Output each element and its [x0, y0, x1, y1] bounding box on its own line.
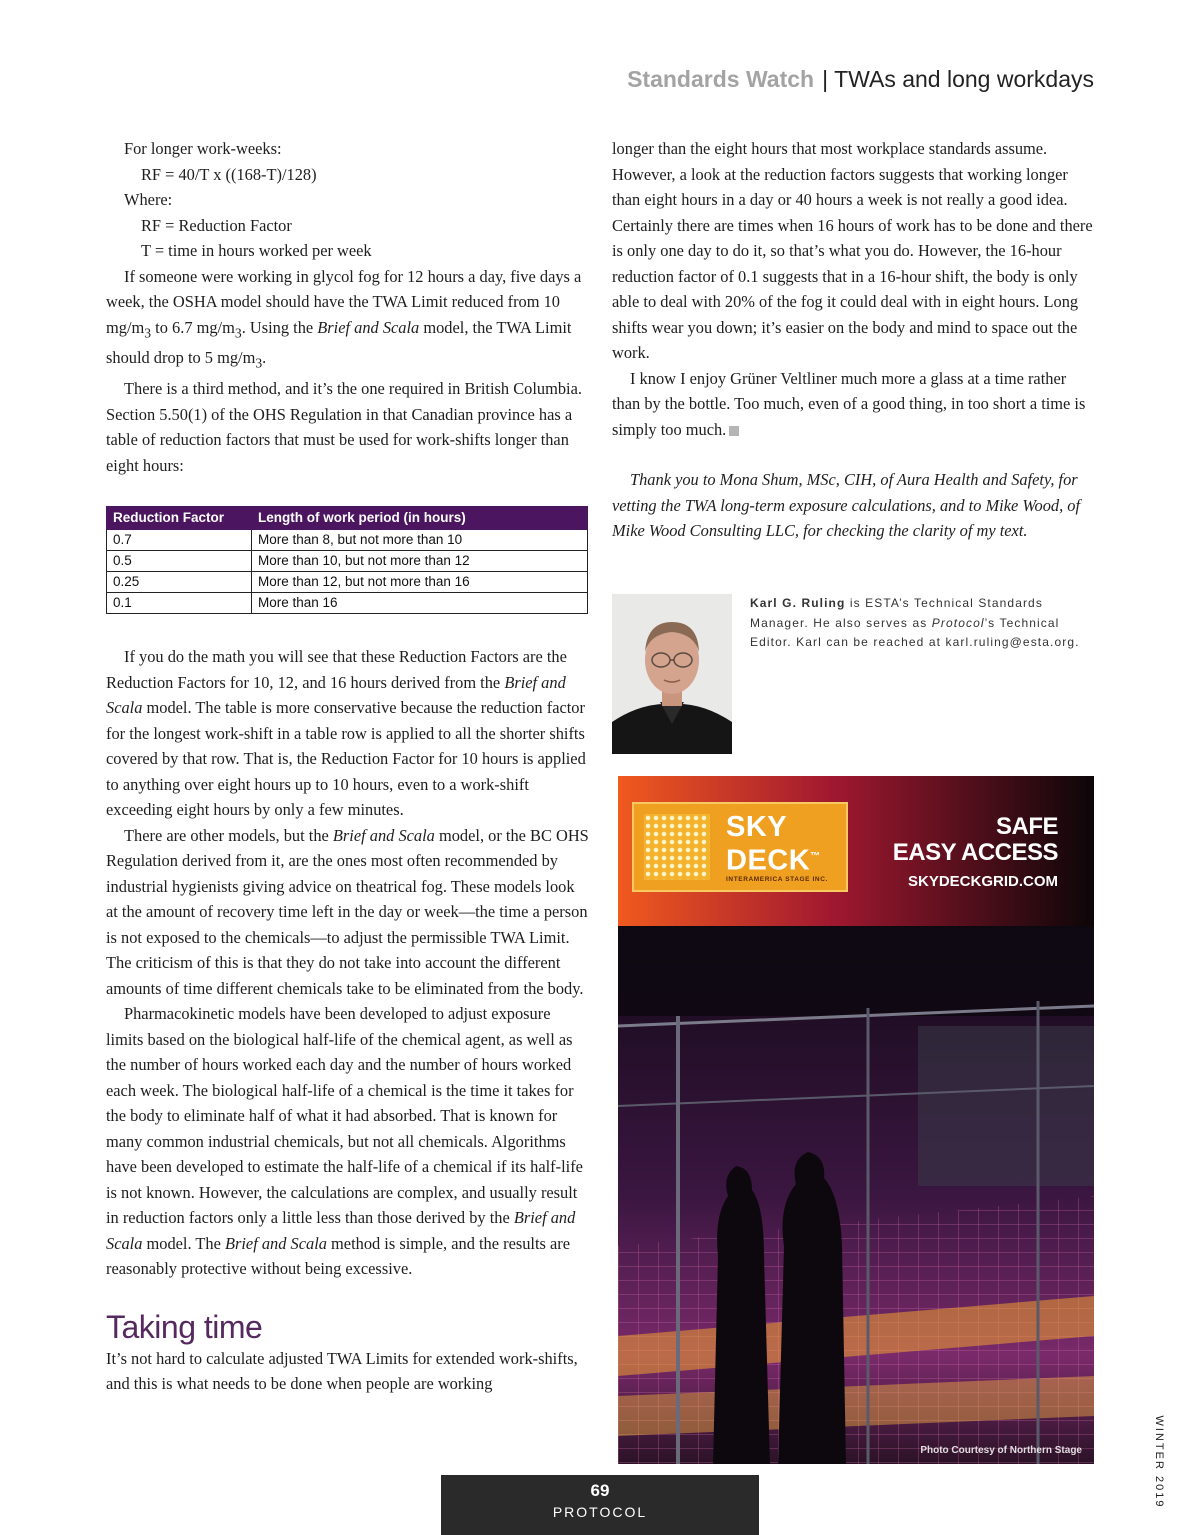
paragraph-pharmacokinetic: Pharmacokinetic models have been developed to adjust exposure limits based on the biological half-life of the chemical agent, as well as the number of hours worked each day and the number of hours worked each week. The biological half-life of a chemical is the time it takes for the body to eliminate half of what it had absorbed. That is known for many common industrial chemicals, but not all chemicals. Algorithms have been developed to estimate the half-life of a chemical if its half-life is not known. However, the calculations are complex, and usually result in reduction factors only a little less than those derived by the Brief and Scala model. The Brief and Scala method is simple, and the results are reasonably protective without being excessive. [106, 1004, 583, 1279]
paragraph-taking-time: It’s not hard to calculate adjusted TWA Limits for extended work-shifts, and this is what needs to be done when people are working [106, 1348, 578, 1394]
header-separator: | [822, 66, 829, 92]
photo-credit: Photo Courtesy of Northern Stage [920, 1445, 1082, 1456]
running-header [627, 66, 1094, 93]
table-row [107, 551, 588, 572]
table-row [107, 593, 588, 614]
magazine-name: PROTOCOL [552, 1504, 648, 1520]
right-column [612, 136, 1094, 544]
table-header-cell: Length of work period (in hours) [252, 507, 588, 530]
table-row [107, 530, 588, 551]
table-cell: More than 8, but not more than 10 [252, 530, 588, 551]
bio-text: Karl G. Ruling is ESTA’s Technical Standards Manager. He also serves as Protocol’s Technical Editor. Karl can be reached at karl.ruling@esta.org. [750, 596, 1080, 649]
skydeck-logo [632, 802, 848, 892]
page-number: 69 [590, 1481, 610, 1500]
table-cell: More than 16 [252, 593, 588, 614]
acknowledgement: Thank you to Mona Shum, MSc, CIH, of Aura Health and Safety, for vetting the TWA long-term exposure calculations, and to Mike Wood, of Mike Wood Consulting LLC, for checking the clarity of my text. [612, 470, 1081, 540]
logo-grid-icon [644, 814, 710, 880]
table-cell: 0.5 [107, 551, 252, 572]
table-cell: More than 10, but not more than 12 [252, 551, 588, 572]
author-photo [612, 594, 732, 754]
page-footer [441, 1475, 759, 1535]
formula: RF = 40/T x ((168-T)/128) [141, 164, 317, 184]
definition-t: T = time in hours worked per week [141, 241, 372, 260]
logo-company: INTERAMERICA STAGE INC. [726, 876, 828, 883]
logo-wordmark: SKY DECK™ [726, 811, 821, 877]
issue-label: WINTER 2019 [1153, 1415, 1165, 1509]
formula-intro: For longer work-weeks: [124, 139, 282, 158]
ad-tagline: SAFE EASY ACCESS [892, 813, 1058, 866]
ad-url: SKYDECKGRID.COM [907, 873, 1058, 890]
table-header-row [107, 507, 588, 530]
end-mark-icon [729, 426, 739, 436]
paragraph-third-method: There is a third method, and it’s the one required in British Columbia. Section 5.50(1) of the OHS Regulation in that Canadian province has a table of reduction factors that must be used for work-shifts longer than eight hours: [106, 379, 582, 475]
paragraph-math: If you do the math you will see that these Reduction Factors are the Reduction Factors for 10, 12, and 16 hours derived from the Brief and Scala model. The table is more conservative because the reduction factor for the longest work-shift in a table row is applied to all the shorter shifts covered by that row. That is, the Reduction Factor for 10 hours is applied to anything over eight hours up to 10 hours, even to a work-shift exceeding eight hours by only a few minutes. [106, 647, 586, 820]
author-bio [612, 594, 1094, 754]
paragraph-gruner: I know I enjoy Grüner Veltliner much more a glass at a time rather than by the bottle. Too much, even of a good thing, in too short a time is simply too much. [612, 368, 1086, 439]
reduction-factor-table [106, 506, 588, 614]
definition-rf: RF = Reduction Factor [141, 215, 292, 235]
table-header-cell: Reduction Factor [107, 507, 252, 530]
table-cell: More than 12, but not more than 16 [252, 572, 588, 593]
table-cell: 0.7 [107, 530, 252, 551]
skydeck-advertisement [618, 776, 1094, 1464]
section-name: Standards Watch [627, 66, 815, 92]
section-heading: Taking time [106, 1308, 263, 1345]
formula-where: Where: [124, 190, 173, 209]
paragraph-other-models: There are other models, but the Brief and Scala model, or the BC OHS Regulation derived from it, are the ones most often recommended by industrial hygienists giving advice on theatrical fog. These models look at the amount of recovery time left in the day or week—the time a person is not exposed to the chemicals—to adjust the permissible TWA Limit. The criticism of this is that they do not take into account the different amounts of time different chemicals take to be eliminated from the body. [106, 825, 589, 998]
article-topic: TWAs and long workdays [834, 66, 1094, 92]
author-name: Karl G. Ruling [750, 596, 846, 610]
table-cell: 0.1 [107, 593, 252, 614]
paragraph-longer-hours: longer than the eight hours that most workplace standards assume. However, a look at the reduction factors suggests that working longer than eight hours in a day or 40 hours a week is not really a good idea. Certainly there are times when 16 hours of work has to be done and there is only one day to do it, so that’s what you do. However, the 16-hour reduction factor of 0.1 suggests that in a 16-hour shift, the body is only able to deal with 20% of the fog it could deal with in eight hours. Long shifts wear you down; it’s easier on the body and mind to space out the work. [612, 139, 1093, 362]
table-cell: 0.25 [107, 572, 252, 593]
table-row [107, 572, 588, 593]
paragraph-glycol-example: If someone were working in glycol fog for 12 hours a day, five days a week, the OSHA model should have the TWA Limit reduced from 10 $mg/m_3$ to 6.7 $mg/m_3$. Using the Brief and Scala model, the TWA Limit should drop to 5 $mg/m_3$. [106, 266, 582, 371]
left-column [106, 136, 590, 1397]
